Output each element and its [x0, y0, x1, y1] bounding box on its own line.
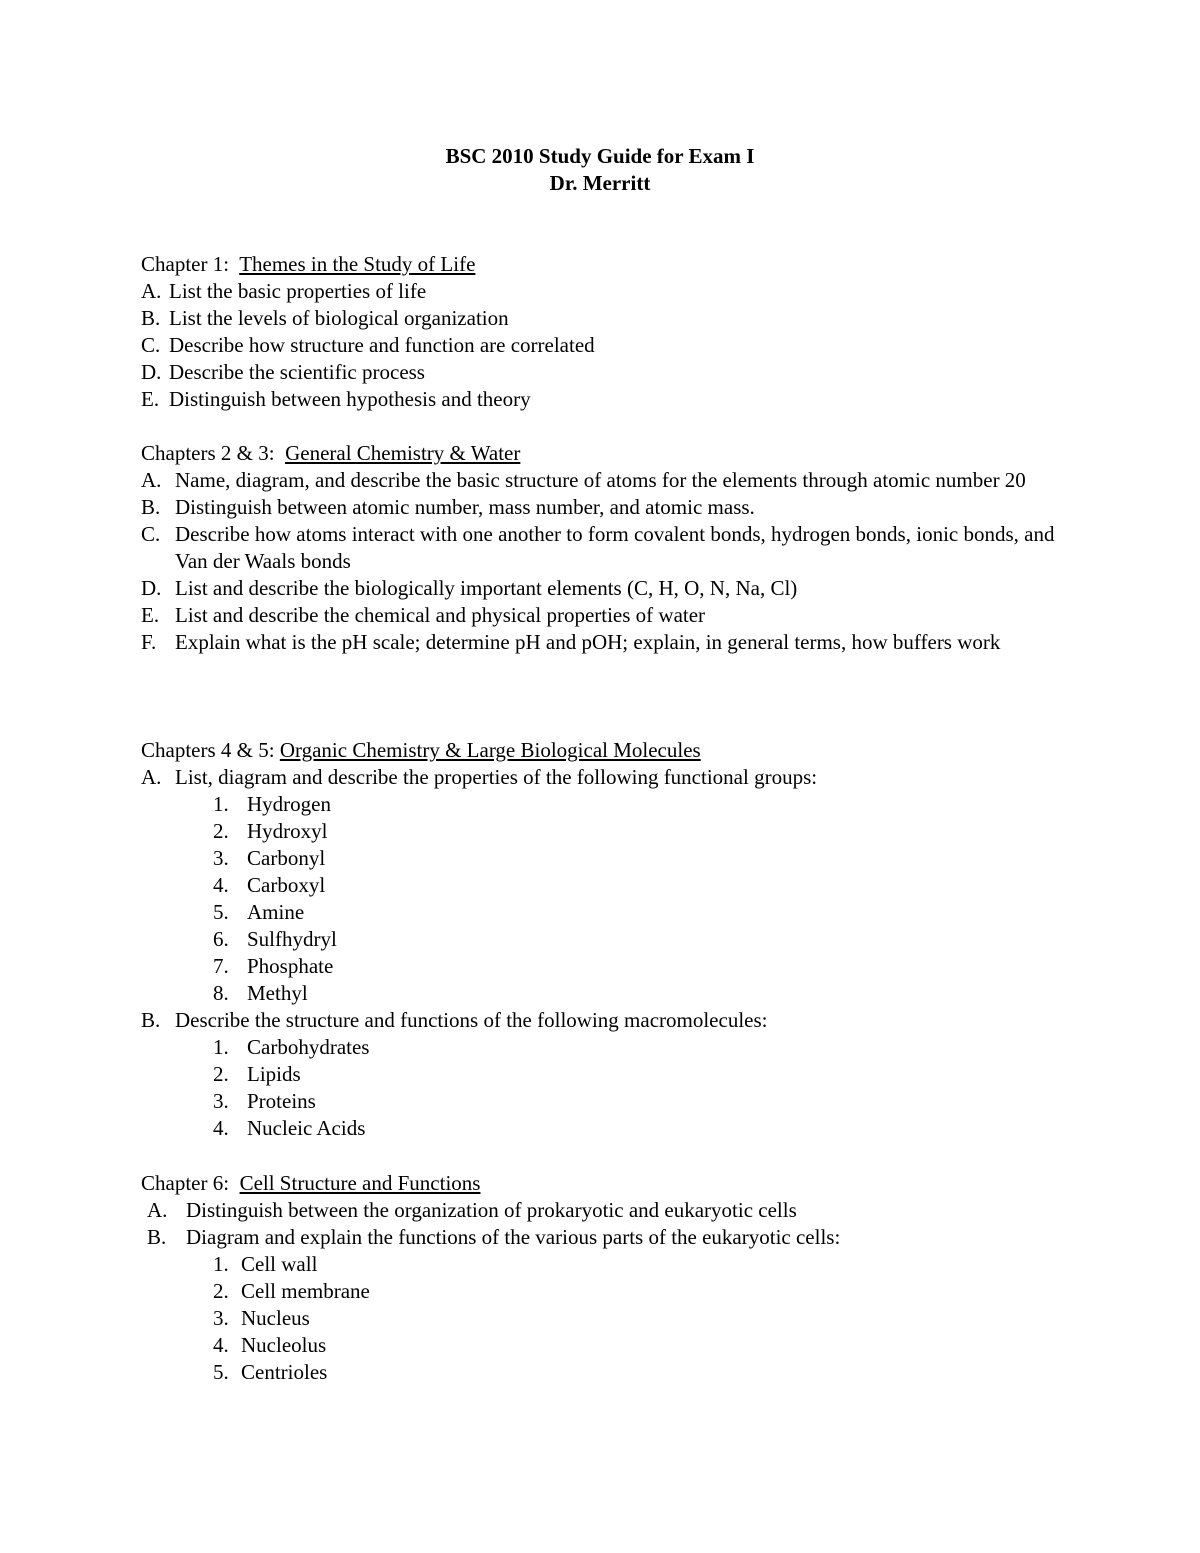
sub-item-number: 2. [213, 1279, 229, 1303]
section-heading [141, 1170, 1071, 1197]
item-letter: E. [141, 387, 160, 411]
section-topic: Organic Chemistry & Large Biological Molecules [279, 738, 701, 762]
sub-list-item [141, 1088, 1071, 1115]
section-topic: Themes in the Study of Life [239, 252, 476, 276]
section-heading [141, 251, 1071, 278]
list-item [141, 1224, 1071, 1251]
section-chapters-2-3 [141, 440, 1071, 656]
item-text: Describe how atoms interact with one another to form covalent bonds, hydrogen bonds, ionic bonds, and Van der Waals bonds [175, 522, 1055, 573]
sub-item-number: 2. [213, 819, 229, 843]
sub-list-item [141, 791, 1071, 818]
section-label: Chapters 4 & 5: [141, 738, 275, 762]
sub-list-item [141, 1251, 1071, 1278]
sub-list-item [141, 1332, 1071, 1359]
item-letter: A. [141, 468, 162, 492]
section-heading [141, 440, 1071, 467]
item-letter: F. [141, 630, 157, 654]
sub-item-number: 5. [213, 900, 229, 924]
item-text: List the levels of biological organization [169, 306, 509, 330]
sub-item-number: 3. [213, 846, 229, 870]
list-item [141, 278, 1071, 305]
sub-item-text: Amine [247, 900, 305, 924]
list-item [141, 332, 1071, 359]
list-item [141, 521, 1071, 575]
document-author: Dr. Merritt [549, 171, 651, 195]
sub-list-item [141, 818, 1071, 845]
section-topic: General Chemistry & Water [285, 441, 521, 465]
item-letter: A. [141, 279, 162, 303]
sub-item-text: Sulfhydryl [247, 927, 337, 951]
sub-item-number: 7. [213, 954, 229, 978]
sub-list-item [141, 1034, 1071, 1061]
section-topic: Cell Structure and Functions [239, 1171, 481, 1195]
sub-item-number: 3. [213, 1306, 229, 1330]
item-letter: D. [141, 360, 162, 384]
item-text: Describe the structure and functions of the following macromolecules: [175, 1008, 768, 1032]
item-text: Name, diagram, and describe the basic structure of atoms for the elements through atomic number 20 [175, 468, 1026, 492]
sub-item-text: Cell membrane [241, 1279, 370, 1303]
item-letter: A. [141, 765, 162, 789]
item-text: Diagram and explain the functions of the various parts of the eukaryotic cells: [186, 1225, 841, 1249]
list-item [141, 494, 1071, 521]
sub-item-text: Methyl [247, 981, 308, 1005]
item-text: List and describe the chemical and physical properties of water [175, 603, 706, 627]
sub-item-text: Cell wall [241, 1252, 318, 1276]
item-letter: E. [141, 603, 160, 627]
item-text: List the basic properties of life [169, 279, 427, 303]
sub-item-text: Carbonyl [247, 846, 326, 870]
item-text: List and describe the biologically important elements (C, H, O, N, Na, Cl) [175, 576, 798, 600]
item-letter: A. [147, 1198, 168, 1222]
sub-item-number: 1. [213, 792, 229, 816]
item-letter: B. [147, 1225, 167, 1249]
section-chapters-4-5 [141, 737, 1071, 1142]
sub-item-text: Lipids [247, 1062, 301, 1086]
item-letter: D. [141, 576, 162, 600]
sub-item-number: 1. [213, 1035, 229, 1059]
list-item [141, 386, 1071, 413]
sub-item-number: 4. [213, 1116, 229, 1140]
list-item [141, 1197, 1071, 1224]
item-letter: B. [141, 1008, 161, 1032]
sub-item-text: Phosphate [247, 954, 334, 978]
list-item [141, 467, 1071, 494]
sub-item-text: Centrioles [241, 1360, 328, 1384]
sub-item-text: Proteins [247, 1089, 316, 1113]
sub-item-text: Hydroxyl [247, 819, 328, 843]
section-chapter-1 [141, 251, 1071, 413]
item-text: List, diagram and describe the properties of the following functional groups: [175, 765, 818, 789]
section-label: Chapters 2 & 3: [141, 441, 275, 465]
list-item [141, 629, 1071, 656]
sub-list-item [141, 845, 1071, 872]
sub-list-item [141, 1278, 1071, 1305]
sub-item-number: 5. [213, 1360, 229, 1384]
sub-item-number: 3. [213, 1089, 229, 1113]
item-text: Distinguish between atomic number, mass number, and atomic mass. [175, 495, 755, 519]
sub-item-number: 1. [213, 1252, 229, 1276]
item-letter: C. [141, 333, 161, 357]
section-chapter-6 [141, 1170, 1071, 1386]
sub-item-number: 2. [213, 1062, 229, 1086]
sub-list-item [141, 980, 1071, 1007]
sub-list-item [141, 1115, 1071, 1142]
item-text: Distinguish between hypothesis and theory [169, 387, 531, 411]
list-item [141, 1007, 1071, 1034]
sub-item-text: Nucleolus [241, 1333, 327, 1357]
sub-item-text: Carboxyl [247, 873, 326, 897]
document-title: BSC 2010 Study Guide for Exam I [445, 144, 755, 168]
sub-item-text: Carbohydrates [247, 1035, 370, 1059]
sub-list-item [141, 1359, 1071, 1386]
document-header [0, 143, 1200, 197]
sub-list-item [141, 1305, 1071, 1332]
item-text: Distinguish between the organization of prokaryotic and eukaryotic cells [186, 1198, 797, 1222]
item-text: Describe the scientific process [169, 360, 425, 384]
item-letter: B. [141, 495, 161, 519]
sub-item-text: Nucleic Acids [247, 1116, 366, 1140]
item-text: Describe how structure and function are correlated [169, 333, 595, 357]
sub-list-item [141, 872, 1071, 899]
sub-item-number: 4. [213, 1333, 229, 1357]
sub-item-number: 6. [213, 927, 229, 951]
sub-item-text: Nucleus [241, 1306, 310, 1330]
section-heading [141, 737, 1071, 764]
list-item [141, 575, 1071, 602]
section-label: Chapter 6: [141, 1171, 230, 1195]
section-label: Chapter 1: [141, 252, 230, 276]
sub-item-number: 4. [213, 873, 229, 897]
sub-list-item [141, 899, 1071, 926]
list-item [141, 764, 1071, 791]
list-item [141, 305, 1071, 332]
sub-list-item [141, 926, 1071, 953]
sub-item-number: 8. [213, 981, 229, 1005]
sub-item-text: Hydrogen [247, 792, 331, 816]
list-item [141, 602, 1071, 629]
sub-list-item [141, 1061, 1071, 1088]
sub-list-item [141, 953, 1071, 980]
item-text: Explain what is the pH scale; determine pH and pOH; explain, in general terms, how buffers work [175, 630, 1001, 654]
list-item [141, 359, 1071, 386]
item-letter: B. [141, 306, 161, 330]
item-letter: C. [141, 522, 161, 546]
